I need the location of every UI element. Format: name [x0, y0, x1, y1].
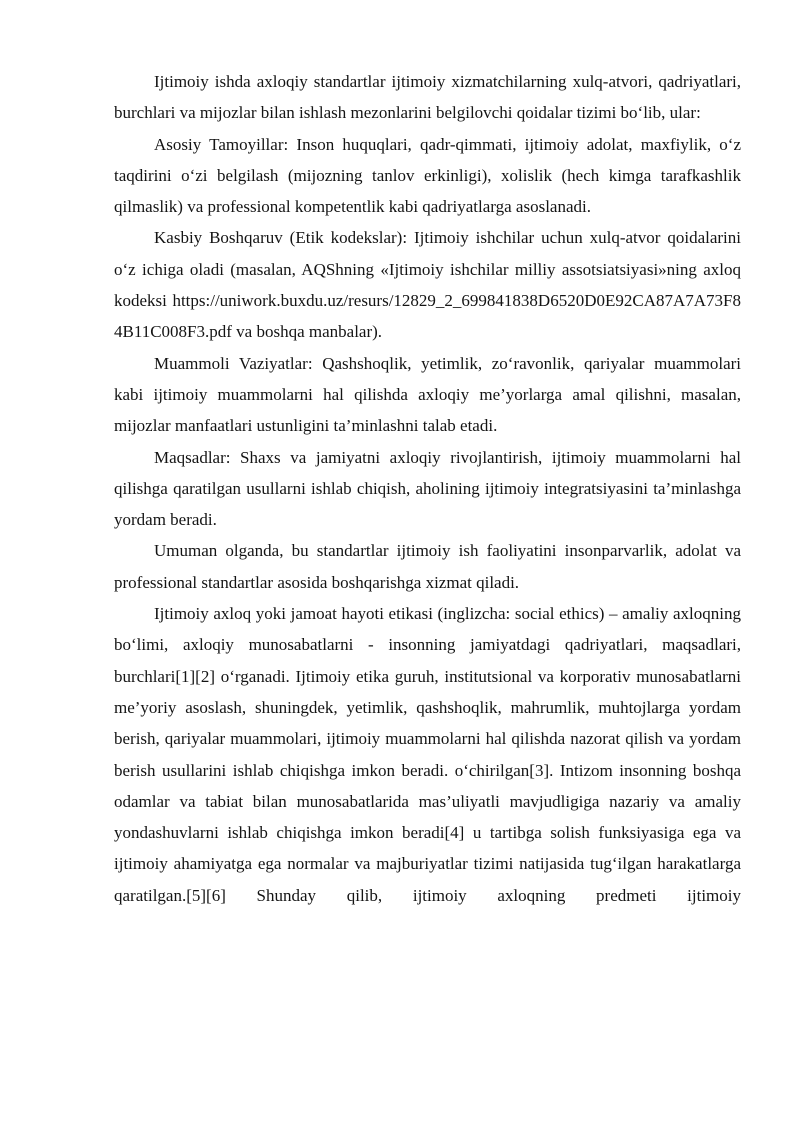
paragraph-umuman-olganda: Umuman olganda, bu standartlar ijtimoiy ish faoliyatini insonparvarlik, adolat va professional standartlar asosida boshqarishga xizmat qiladi.: [114, 541, 741, 592]
kasbiy-intro-text: Kasbiy Boshqaruv (Etik kodekslar): Ijtimoiy ishchilar uchun xulq-atvor qoidalarini o‘z ichiga oladi (masalan, AQShning «Ijtimoiy ishchilar milliy assotsiatsiyasi»ning axloq kodeksi: [114, 228, 741, 311]
paragraph-intro: Ijtimoiy ishda axloqiy standartlar ijtimoiy xizmatchilarning xulq-atvori, qadriyatlari, burchlari va mijozlar bilan ishlash mezonlarini belgilovchi qoidalar tizimi bo‘lib, ular:: [114, 72, 741, 123]
paragraph-maqsadlar: Maqsadlar: Shaxs va jamiyatni axloqiy rivojlantirish, ijtimoiy muammolarni hal qilishga qaratilgan usullarni ishlab chiqish, aholining ijtimoiy integratsiyasini ta’minlashga yordam beradi.: [114, 447, 741, 530]
paragraph-asosiy-tamoyillar: Asosiy Tamoyillar: Inson huquqlari, qadr-qimmati, ijtimoiy adolat, maxfiylik, o‘z taqdirini o‘zi belgilash (mijozning tanlov erkinligi), xolislik (hech kimga tarafkashlik qilmaslik) va professional kompetentlik kabi qadriyatlarga asoslanadi.: [114, 134, 741, 217]
paragraph-ijtimoiy-axloq: Ijtimoiy axloq yoki jamoat hayoti etikasi (inglizcha: social ethics) – amaliy axloqning bo‘limi, axloqiy munosabatlarni - insonning jamiyatdagi qadriyatlari, maqsadlari, burchlari[1][2] o‘rganadi. Ijtimoiy etika guruh, institutsional va korporativ munosabatlarni me’yoriy asoslash, shuningdek, yetimlik, qashshoqlik, mahrumlik, muhtojlarga yordam berish, qariyalar muammolari, ijtimoiy muammolarni hal qilishda nazorat qilish va yordam berish usullarini ishlab chiqishga imkon beradi. o‘chirilgan[3]. Intizom insonning boshqa odamlar va tabiat bilan munosabatlarida mas’uliyatli mavjudligiga nazariy va amaliy yondashuvlarni ishlab chiqishga imkon beradi[4] u tartibga solish funksiyasiga ega va ijtimoiy ahamiyatga ega normalar va majburiyatlar tizimi natijasida tug‘ilgan harakatlarga qaratilgan.[5][6] Shunday qilib, ijtimoiy axloqning predmeti ijtimoiy: [114, 604, 741, 905]
resource-url: https://uniwork.buxdu.uz/resurs/12829_2_699841838D6520D0E92CA87A7A73F84B11C008F3.pdf: [114, 291, 741, 342]
paragraph-muammoli-vaziyatlar: Muammoli Vaziyatlar: Qashshoqlik, yetimlik, zo‘ravonlik, qariyalar muammolari kabi ijtimoiy muammolarni hal qilishda axloqiy me’yorlarga amal qilishni, masalan, mijozlar manfaatlari ustunligini ta’minlashni talab etadi.: [114, 353, 741, 436]
paragraph-kasbiy-boshqaruv: [114, 222, 741, 347]
kasbiy-outro-text: va boshqa manbalar).: [231, 322, 383, 342]
document-body: [114, 66, 741, 911]
